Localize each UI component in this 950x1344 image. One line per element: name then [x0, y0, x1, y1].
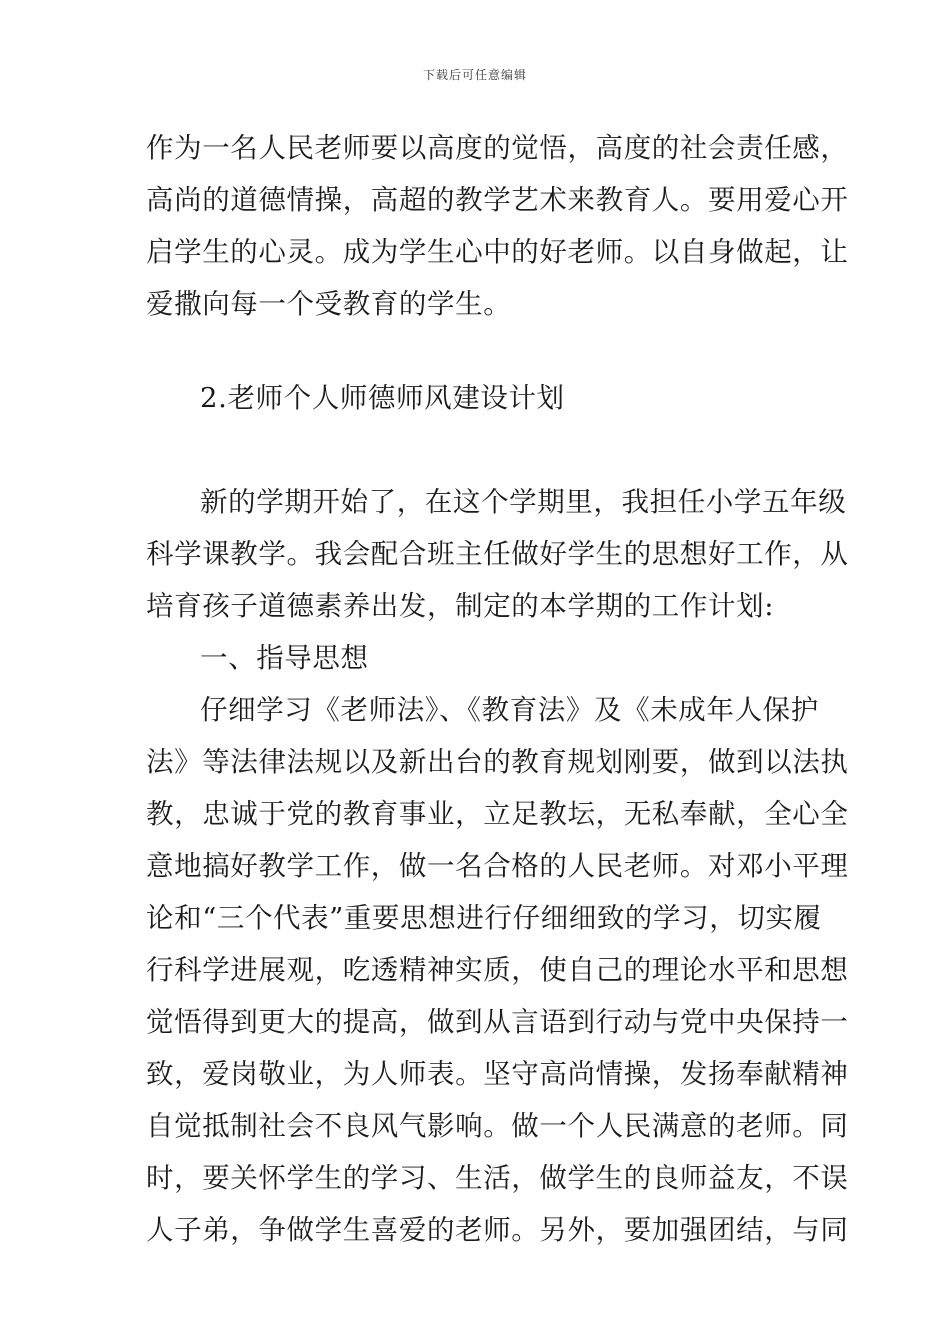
header-note: 下载后可任意编辑: [422, 68, 527, 82]
text-line: 作为一名人民老师要以高度的觉悟，高度的社会责任感，: [146, 132, 849, 164]
text-line: 论和“三个代表”重要思想进行仔细细致的学习，切实履: [146, 902, 822, 934]
text-line: 科学课教学。我会配合班主任做好学生的思想好工作，从: [146, 538, 849, 570]
text-line: 新的学期开始了，在这个学期里，我担任小学五年级: [200, 486, 847, 518]
text-line: 法》等法律法规以及新出台的教育规划刚要，做到以法执: [146, 746, 849, 778]
text-line: 行科学进展观，吃透精神实质，使自己的理论水平和思想: [146, 954, 849, 986]
paragraph-2: [146, 476, 849, 1256]
text-line: 高尚的道德情操，高超的教学艺术来教育人。要用爱心开: [146, 184, 849, 216]
text-line: 爱撒向每一个受教育的学生。: [146, 288, 512, 320]
text-line: 时，要关怀学生的学习、生活，做学生的良师益友，不误: [146, 1162, 849, 1194]
text-line: 人子弟，争做学生喜爱的老师。另外，要加强团结，与同: [146, 1214, 849, 1246]
text-line: 培育孩子道德素养出发，制定的本学期的工作计划:: [146, 590, 775, 622]
subheading: 一、指导思想: [200, 642, 369, 674]
text-line: 致，爱岗敬业，为人师表。坚守高尚情操，发扬奉献精神: [146, 1058, 849, 1090]
text-line: 自觉抵制社会不良风气影响。做一个人民满意的老师。同: [146, 1110, 849, 1142]
section-heading: 2.老师个人师德师风建设计划: [200, 382, 565, 414]
section-heading-block: [146, 372, 810, 424]
text-line: 启学生的心灵。成为学生心中的好老师。以自身做起，让: [146, 236, 849, 268]
text-line: 意地搞好教学工作，做一名合格的人民老师。对邓小平理: [146, 850, 849, 882]
text-line: 教，忠诚于党的教育事业，立足教坛，无私奉献，全心全: [146, 798, 849, 830]
paragraph-1: [146, 122, 849, 330]
text-line: 仔细学习《老师法》、《教育法》及《未成年人保护: [200, 694, 819, 726]
text-line: 觉悟得到更大的提高，做到从言语到行动与党中央保持一: [146, 1006, 849, 1038]
